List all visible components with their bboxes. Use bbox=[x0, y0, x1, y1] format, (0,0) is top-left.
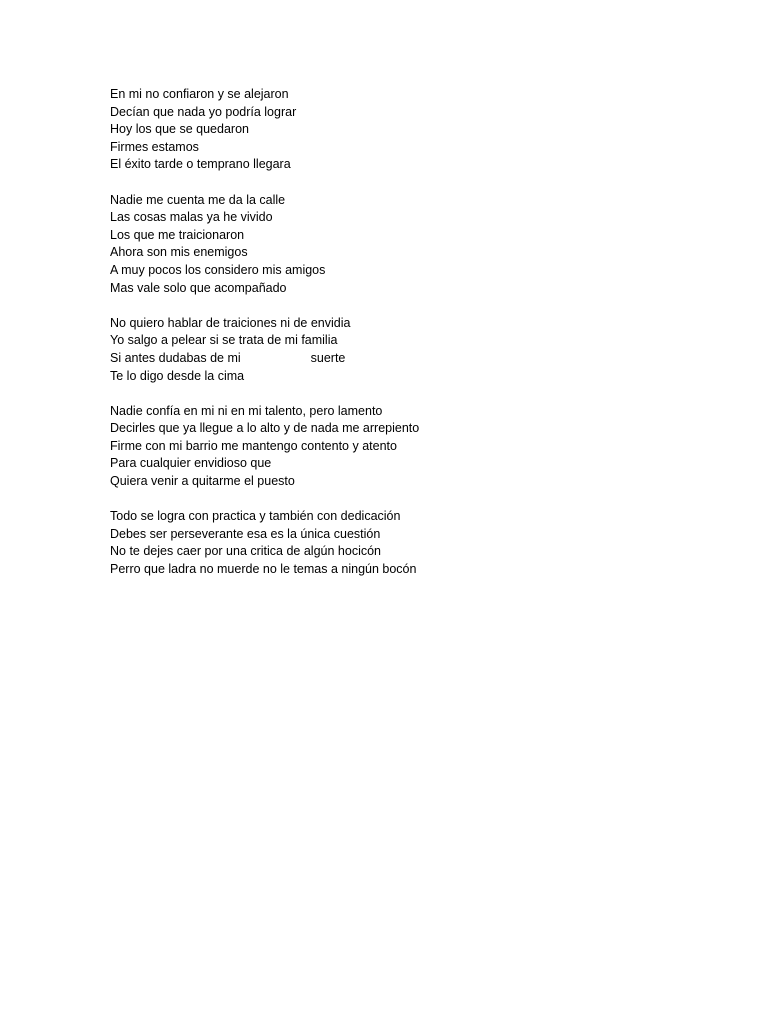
lyric-line: Perro que ladra no muerde no le temas a ningún bocón bbox=[110, 562, 417, 577]
lyric-line: Ahora son mis enemigos bbox=[110, 245, 248, 260]
lyric-line: Las cosas malas ya he vivido bbox=[110, 210, 273, 225]
lyric-line: Decían que nada yo podría lograr bbox=[110, 104, 297, 119]
lyric-line: Yo salgo a pelear si se trata de mi familia bbox=[110, 333, 338, 348]
lyric-line: Mas vale solo que acompañado bbox=[110, 280, 287, 295]
lyric-line: Te lo digo desde la cima bbox=[110, 368, 245, 383]
lyric-line: En mi no confiaron y se alejaron bbox=[110, 87, 289, 101]
stanza-1 bbox=[110, 86, 670, 174]
lyric-line: Firme con mi barrio me mantengo contento y atento bbox=[110, 438, 397, 453]
stanza-2 bbox=[110, 192, 670, 298]
stanza-3 bbox=[110, 315, 670, 385]
lyric-line-split bbox=[110, 350, 670, 368]
lyric-line: Quiera venir a quitarme el puesto bbox=[110, 474, 295, 489]
lyric-line: Decirles que ya llegue a lo alto y de nada me arrepiento bbox=[110, 421, 420, 436]
lyric-line: Para cualquier envidioso que bbox=[110, 456, 272, 471]
lyric-line: No te dejes caer por una critica de algún hocicón bbox=[110, 544, 381, 559]
lyric-fragment-before: Si antes dudabas de mi bbox=[110, 350, 241, 365]
lyric-line: Nadie me cuenta me da la calle bbox=[110, 192, 286, 207]
lyric-line: A muy pocos los considero mis amigos bbox=[110, 262, 326, 277]
lyric-line: Hoy los que se quedaron bbox=[110, 122, 249, 137]
lyric-line: El éxito tarde o temprano llegara bbox=[110, 157, 291, 172]
lyric-line: Nadie confía en mi ni en mi talento, pero lamento bbox=[110, 403, 383, 418]
stanza-5 bbox=[110, 508, 670, 578]
lyrics-body bbox=[110, 86, 670, 596]
lyric-line: No quiero hablar de traiciones ni de envidia bbox=[110, 315, 351, 330]
stanza-4 bbox=[110, 403, 670, 491]
lyric-line: Debes ser perseverante esa es la única cuestión bbox=[110, 526, 381, 541]
lyric-line: Todo se logra con practica y también con dedicación bbox=[110, 509, 401, 524]
lyric-line: Los que me traicionaron bbox=[110, 227, 245, 242]
lyric-line: Firmes estamos bbox=[110, 139, 199, 154]
lyric-fragment-after: suerte bbox=[310, 350, 346, 365]
